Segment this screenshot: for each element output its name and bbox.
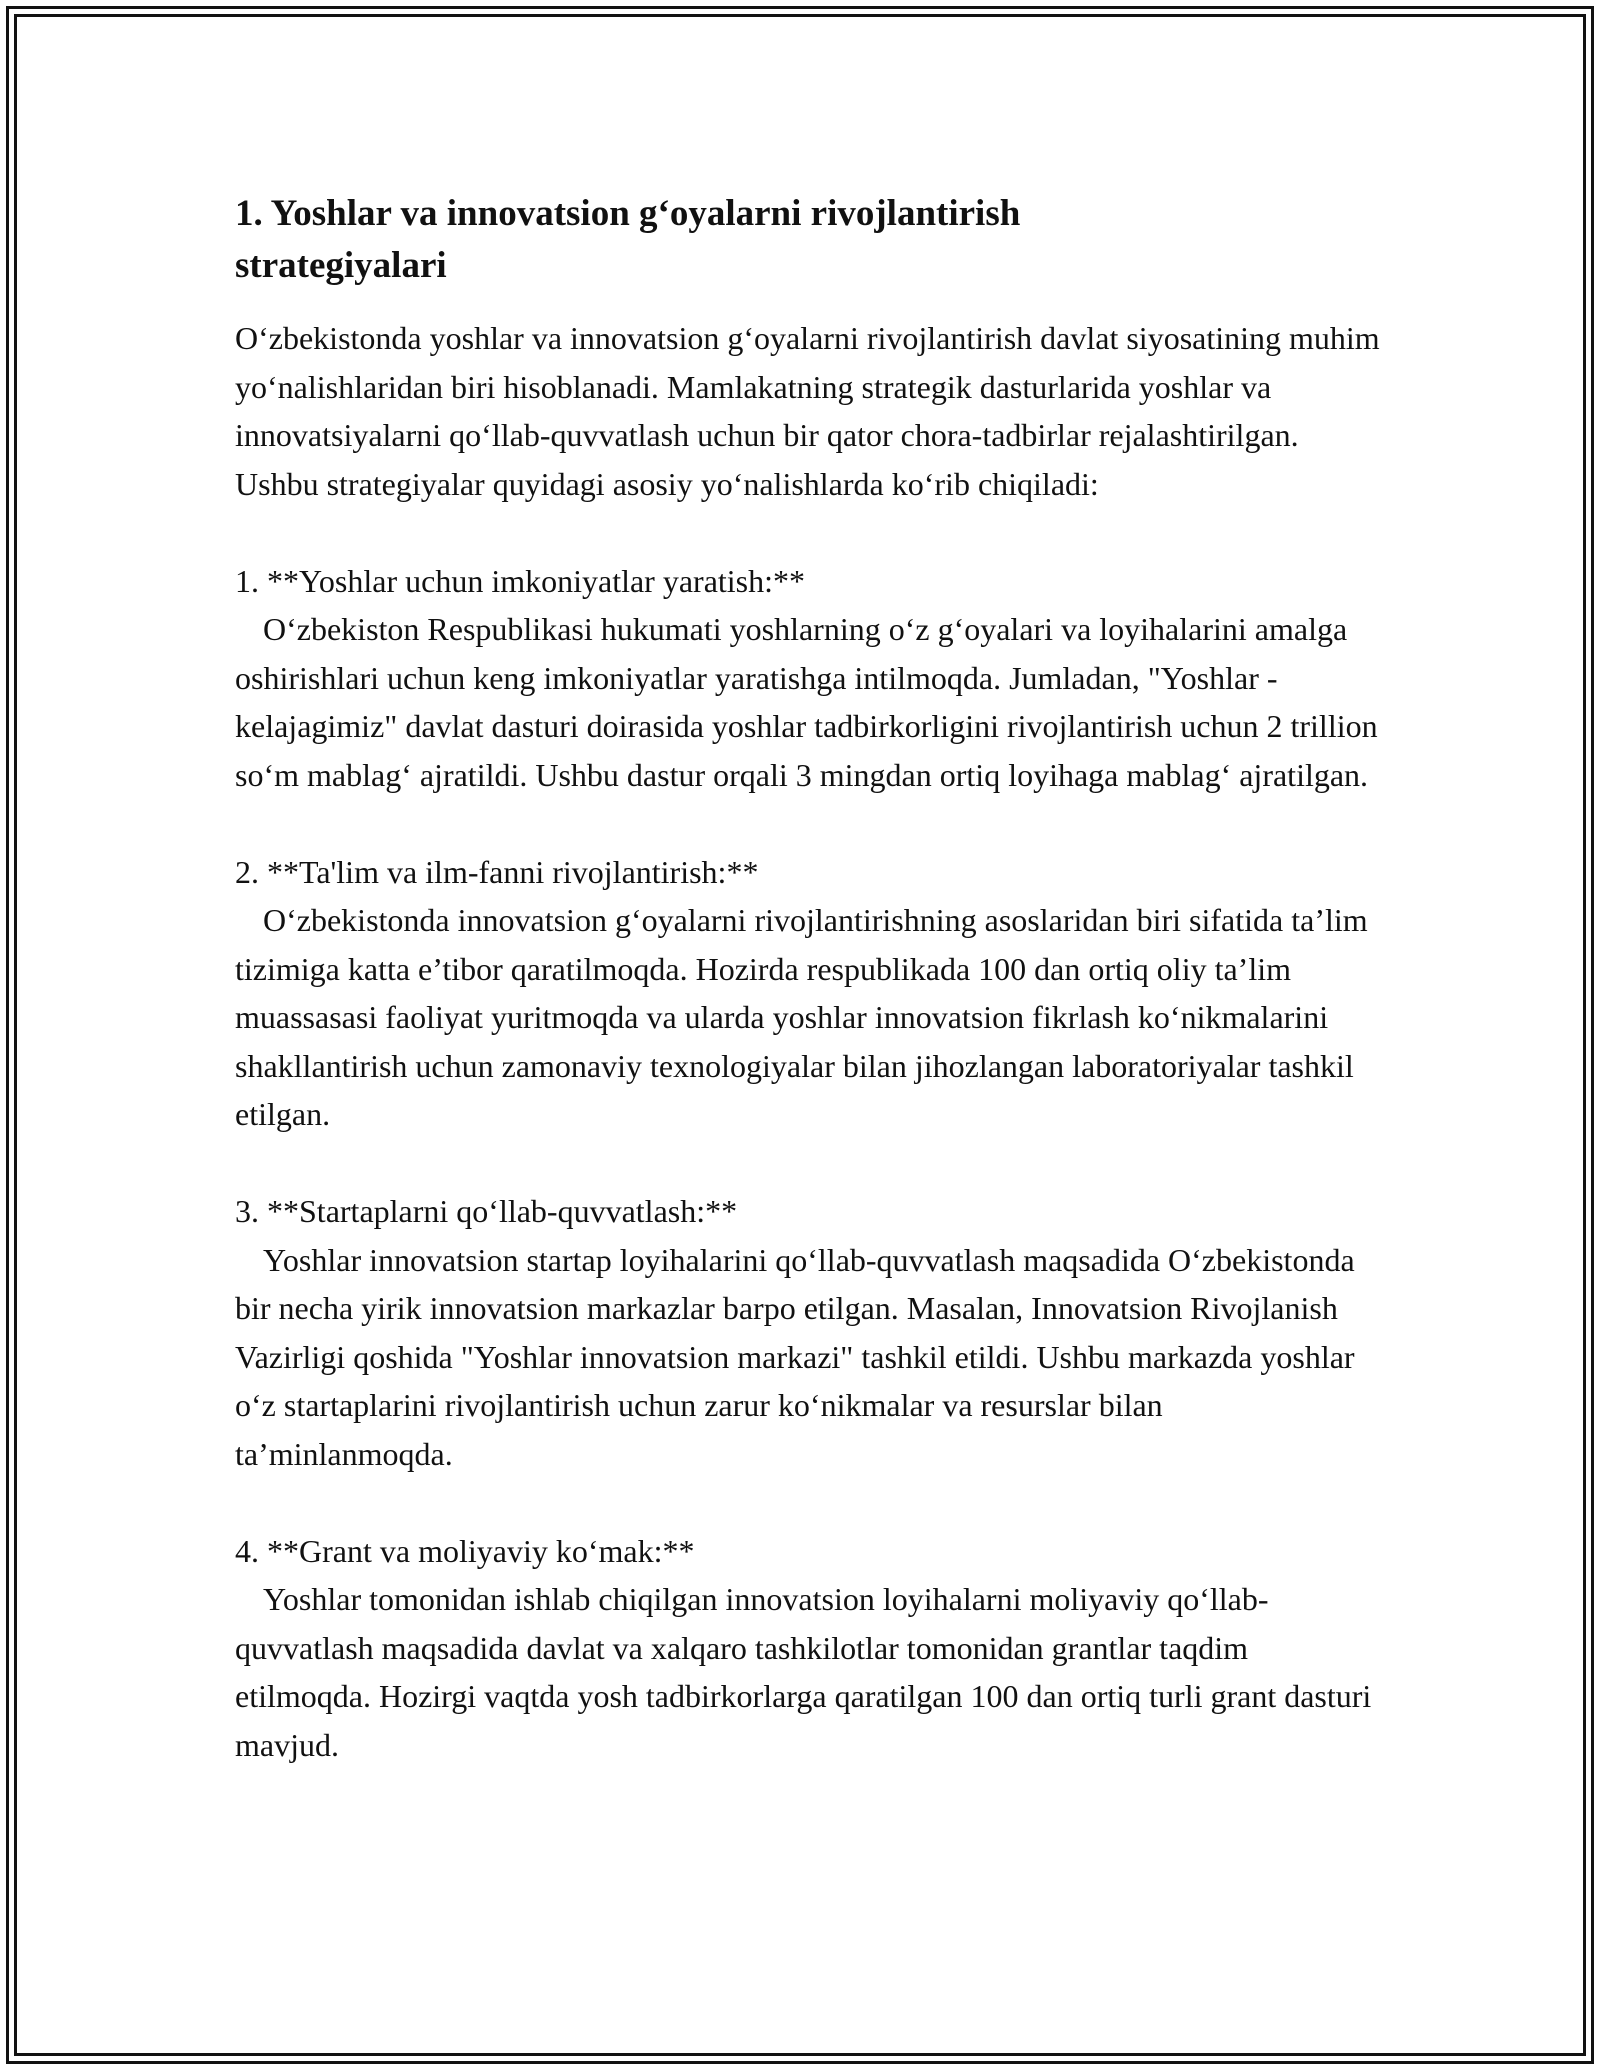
section-heading: 4. **Grant va moliyaviy ko‘mak:** <box>235 1532 695 1569</box>
section-body: O‘zbekiston Respublikasi hukumati yoshlarning o‘z g‘oyalari va loyihalarini amalga oshirishlari uchun keng imkoniyatlar yaratishga intilmoqda. Jumladan, "Yoshlar - kelajagimiz" davlat dasturi doirasida yoshlar tadbirkorligini rivojlantirish uchun 2 trillion so‘m mablag‘ ajratildi. Ushbu dastur orqali 3 mingdan ortiq loyihaga mablag‘ ajratilgan. <box>235 611 1378 793</box>
section-4 <box>235 1527 1380 1770</box>
document-title: 1. Yoshlar va innovatsion g‘oyalarni rivojlantirish strategiyalari <box>235 193 1021 286</box>
document-content <box>235 188 1380 1769</box>
section-body: Yoshlar tomonidan ishlab chiqilgan innovatsion loyihalarni moliyaviy qo‘llab-quvvatlash maqsadida davlat va xalqaro tashkilotlar tomonidan grantlar taqdim etilmoqda. Hozirgi vaqtda yosh tadbirkorlarga qaratilgan 100 dan ortiq turli grant dasturi mavjud. <box>235 1581 1372 1763</box>
section-body: O‘zbekistonda innovatsion g‘oyalarni rivojlantirishning asoslaridan biri sifatida ta’lim tizimiga katta e’tibor qaratilmoqda. Hozirda respublikada 100 dan ortiq oliy ta’lim muassasasi faoliyat yuritmoqda va ularda yoshlar innovatsion fikrlash ko‘nikmalarini shakllantirish uchun zamonaviy texnologiyalar bilan jihozlangan laboratoriyalar tashkil etilgan. <box>235 902 1368 1132</box>
section-3 <box>235 1187 1380 1478</box>
section-heading: 2. **Ta'lim va ilm-fanni rivojlantirish:** <box>235 853 759 890</box>
section-heading: 3. **Startaplarni qo‘llab-quvvatlash:** <box>235 1193 738 1229</box>
section-2 <box>235 848 1380 1139</box>
intro-paragraph: O‘zbekistonda yoshlar va innovatsion g‘oyalarni rivojlantirish davlat siyosatining muhim yo‘nalishlaridan biri hisoblanadi. Mamlakatning strategik dasturlarida yoshlar va innovatsiyalarni qo‘llab-quvvatlash uchun bir qator chora-tadbirlar rejalashtirilgan. Ushbu strategiyalar quyidagi asosiy yo‘nalishlarda ko‘rib chiqiladi: <box>235 320 1380 502</box>
section-body: Yoshlar innovatsion startap loyihalarini qo‘llab-quvvatlash maqsadida O‘zbekistonda bir necha yirik innovatsion markazlar barpo etilgan. Masalan, Innovatsion Rivojlanish Vazirligi qoshida "Yoshlar innovatsion markazi" tashkil etildi. Ushbu markazda yoshlar o‘z startaplarini rivojlantirish uchun zarur ko‘nikmalar va resurslar bilan ta’minlanmoqda. <box>235 1241 1355 1472</box>
section-heading: 1. **Yoshlar uchun imkoniyatlar yaratish:** <box>235 562 806 599</box>
section-1 <box>235 557 1380 800</box>
